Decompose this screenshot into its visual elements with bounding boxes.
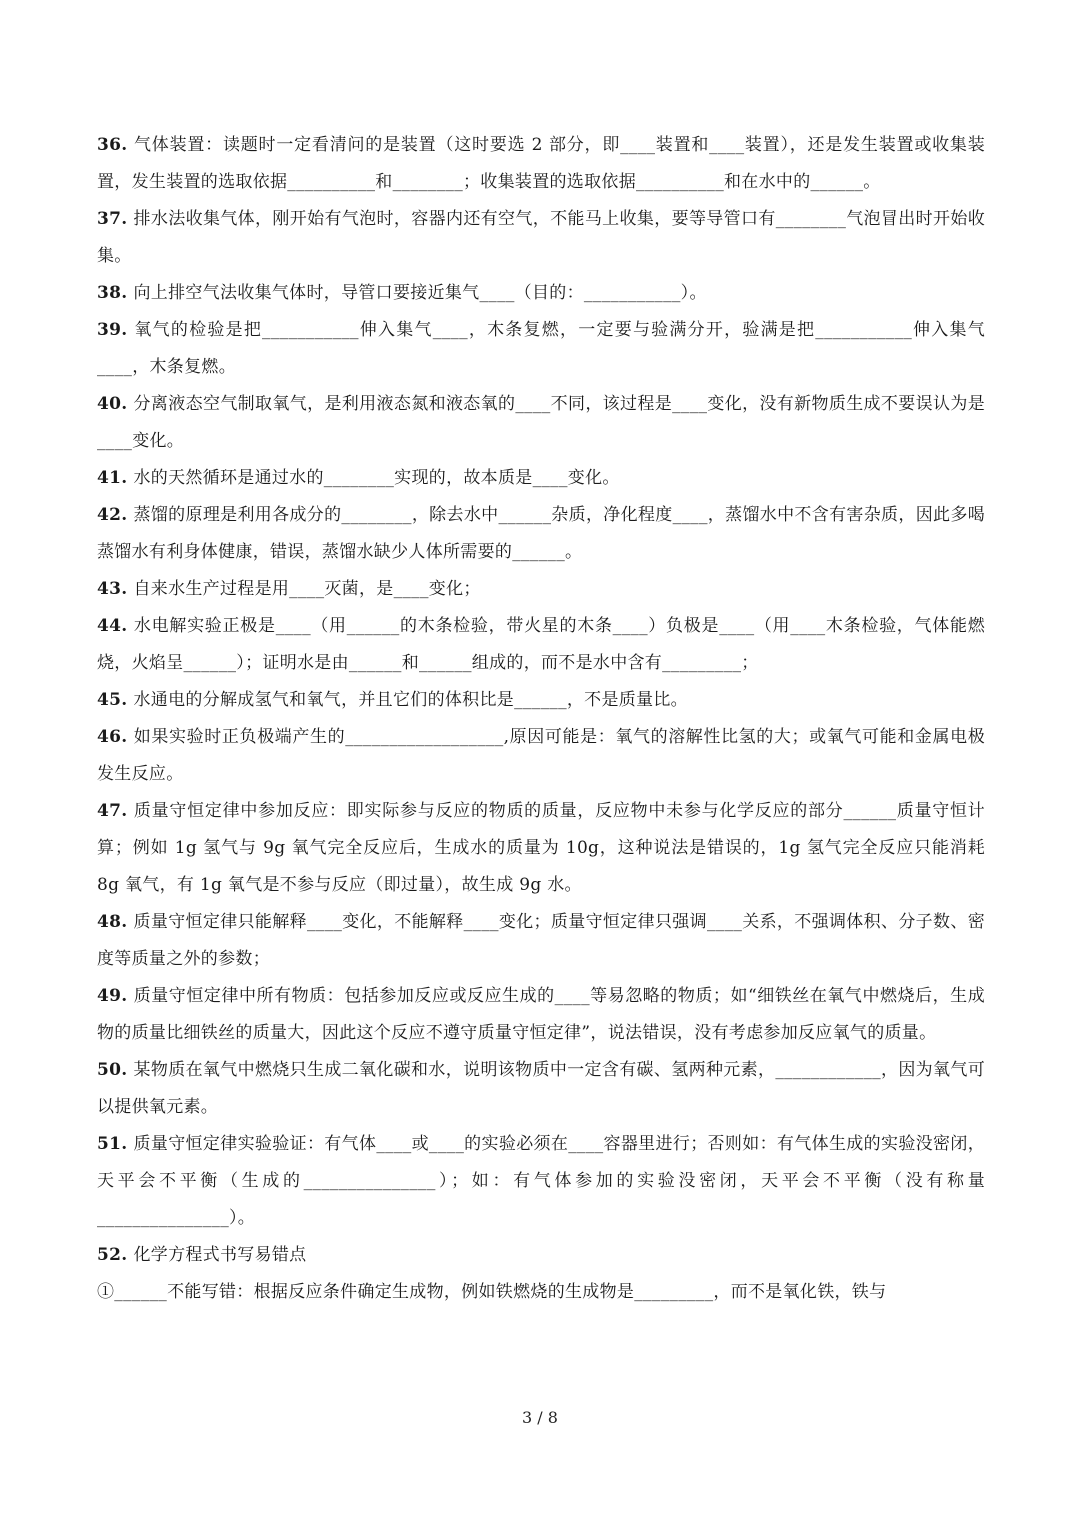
question-number: 41. [97,468,128,488]
question-item-42 [97,497,985,571]
page-number: 3 / 8 [522,1408,558,1427]
question-item-41 [97,460,985,497]
question-item-43 [97,571,985,608]
question-item-40 [97,386,985,460]
question-item-47 [97,793,985,904]
question-item-52-sub-1 [97,1274,985,1311]
question-text: 质量守恒定律实验验证：有气体____或____的实验必须在____容器里进行；否则如：有气体生成的实验没密闭，天平会不平衡（生成的_______________）；如：有气体参加的实验没密闭，天平会不平衡（没有称量_______________）。 [97,1134,985,1228]
question-number: 50. [97,1060,128,1080]
question-item-36 [97,127,985,201]
question-item-48 [97,904,985,978]
question-number: 47. [97,801,128,821]
question-number: 38. [97,283,128,303]
question-text: 气体装置：读题时一定看清问的是装置（这时要选 2 部分，即____装置和____装置），还是发生装置或收集装置，发生装置的选取依据__________和________；收集装置的选取依据__________和在水中的______。 [97,135,985,192]
question-text: 水电解实验正极是____（用______的木条检验，带火星的木条____）负极是____（用____木条检验，气体能燃烧，火焰呈______）；证明水是由______和______组成的，而不是水中含有_________； [97,616,985,673]
question-number: 37. [97,209,128,229]
question-item-49 [97,978,985,1052]
question-text: 化学方程式书写易错点 [133,1245,307,1265]
question-item-46 [97,719,985,793]
question-number: 40. [97,394,128,414]
question-item-39 [97,312,985,386]
question-item-52 [97,1237,985,1274]
question-text: 质量守恒定律只能解释____变化，不能解释____变化；质量守恒定律只强调____关系，不强调体积、分子数、密度等质量之外的参数； [97,912,985,969]
question-text: 质量守恒定律中所有物质：包括参加反应或反应生成的____等易忽略的物质；如“细铁丝在氧气中燃烧后，生成物的质量比细铁丝的质量大，因此这个反应不遵守质量守恒定律”，说法错误，没有考虑参加反应氧气的质量。 [97,986,985,1043]
question-number: 51. [97,1134,128,1154]
question-number: 42. [97,505,128,525]
question-item-50 [97,1052,985,1126]
question-number: 48. [97,912,128,932]
question-number: 44. [97,616,128,636]
question-item-44 [97,608,985,682]
question-text: 分离液态空气制取氧气，是利用液态氮和液态氧的____不同，该过程是____变化，没有新物质生成不要误认为是____变化。 [97,394,985,451]
question-number: 46. [97,727,128,747]
question-text: 水通电的分解成氢气和氧气，并且它们的体积比是______，不是质量比。 [133,690,688,710]
question-number: 36. [97,135,128,155]
question-number: 39. [97,320,128,340]
question-text: 自来水生产过程是用____灭菌，是____变化； [133,579,481,599]
question-item-37 [97,201,985,275]
question-text: 蒸馏的原理是利用各成分的________，除去水中______杂质，净化程度____，蒸馏水中不含有害杂质，因此多喝蒸馏水有利身体健康，错误，蒸馏水缺少人体所需要的______。 [97,505,985,562]
question-text: 向上排空气法收集气体时，导管口要接近集气____（目的：___________）。 [133,283,707,303]
question-item-38 [97,275,985,312]
question-text: 某物质在氧气中燃烧只生成二氧化碳和水，说明该物质中一定含有碳、氢两种元素，____________，因为氧气可以提供氧元素。 [97,1060,985,1117]
question-number: 49. [97,986,128,1006]
question-list [97,127,985,1311]
question-number: 43. [97,579,128,599]
question-text: 质量守恒定律中参加反应：即实际参与反应的物质的质量，反应物中未参与化学反应的部分______质量守恒计算；例如 1g 氢气与 9g 氧气完全反应后，生成水的质量为 10g，这种说法是错误的，1g 氢气完全反应只能消耗 8g 氧气，有 1g 氧气是不参与反应（即过量），故生成 9g 水。 [97,801,985,895]
question-item-51 [97,1126,985,1237]
question-text: 排水法收集气体，刚开始有气泡时，容器内还有空气，不能马上收集，要等导管口有________气泡冒出时开始收集。 [97,209,985,266]
question-text: 氧气的检验是把___________伸入集气____，木条复燃，一定要与验满分开，验满是把___________伸入集气____，木条复燃。 [97,320,985,377]
question-text: 如果实验时正负极端产生的__________________,原因可能是：氧气的溶解性比氢的大；或氧气可能和金属电极发生反应。 [97,727,985,784]
question-number: 45. [97,690,128,710]
question-item-45 [97,682,985,719]
question-text: ①______不能写错：根据反应条件确定生成物，例如铁燃烧的生成物是_________，而不是氧化铁，铁与 [97,1282,887,1302]
question-number: 52. [97,1245,128,1265]
question-text: 水的天然循环是通过水的________实现的，故本质是____变化。 [133,468,620,488]
